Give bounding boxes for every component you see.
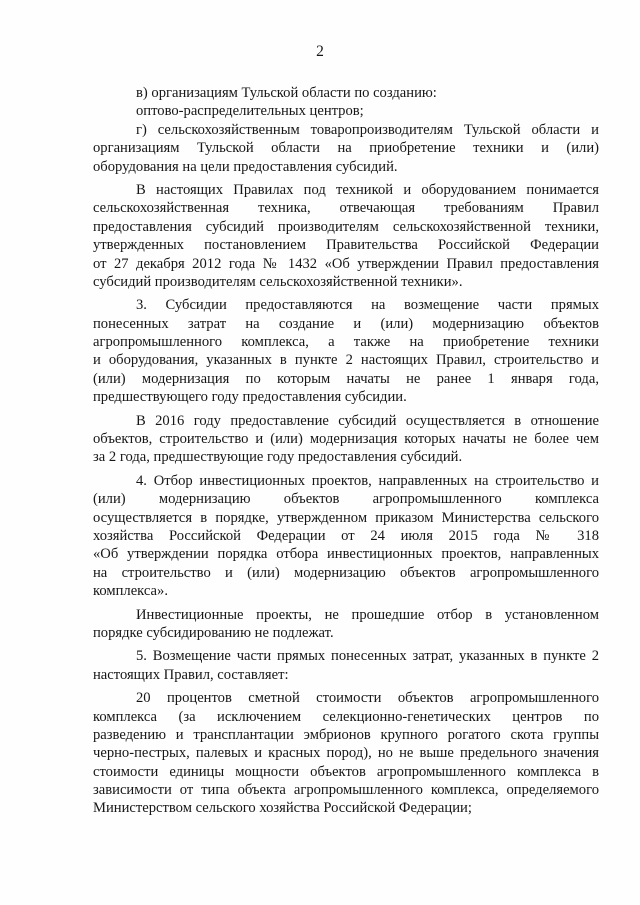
text-line: зависимости от типа объекта агропромышленного комплекса, определяемого: [93, 782, 599, 799]
document-body: [93, 84, 599, 818]
text-line: г) сельскохозяйственным товаропроизводителям Тульской области и: [136, 121, 599, 138]
paragraph: [93, 296, 599, 406]
paragraph: [93, 84, 599, 121]
text-line: 20 процентов сметной стоимости объектов агропромышленного: [136, 690, 599, 707]
text-line: «Об утверждении порядка отбора инвестиционных проектов, направленных: [93, 546, 599, 563]
text-line: хозяйства Российской Федерации от 24 июля 2015 года № 318: [93, 527, 599, 544]
paragraph: [93, 647, 599, 684]
paragraph: [93, 181, 599, 291]
paragraph: [93, 472, 599, 601]
page-number: 2: [316, 43, 324, 60]
text-line: сельскохозяйственная техника, отвечающая требованиям Правил: [93, 200, 599, 217]
text-line: (или) модернизация по которым начаты не ранее 1 января года,: [93, 370, 599, 387]
text-line: комплекса».: [93, 583, 168, 600]
text-line: 3. Субсидии предоставляются на возмещение части прямых: [136, 297, 599, 314]
text-line: 4. Отбор инвестиционных проектов, направленных на строительство и: [136, 472, 599, 489]
text-line: понесенных затрат на создание и (или) модернизацию объектов: [93, 315, 599, 332]
text-line: предоставления субсидий производителям сельскохозяйственной техники,: [93, 218, 599, 235]
text-line: организациям Тульской области на приобретение техники и (или): [93, 140, 599, 157]
text-line: предшествующего году предоставления субсидии.: [93, 389, 407, 406]
paragraph: [93, 412, 599, 467]
paragraph: [93, 606, 599, 643]
text-line: оборудования на цели предоставления субсидий.: [93, 158, 398, 175]
text-line: на строительство и (или) модернизацию объектов агропромышленного: [93, 564, 599, 581]
text-line: 5. Возмещение части прямых понесенных затрат, указанных в пункте 2: [136, 648, 599, 665]
text-line: Министерством сельского хозяйства Российской Федерации;: [93, 800, 472, 817]
text-line: утвержденных постановлением Правительства Российской Федерации: [93, 237, 599, 254]
paragraph: [93, 689, 599, 818]
text-line: (или) модернизацию объектов агропромышленного комплекса: [93, 491, 599, 508]
text-line: комплекса (за исключением селекционно-генетических центров по: [93, 708, 599, 725]
text-line: В настоящих Правилах под техникой и оборудованием понимается: [136, 181, 599, 198]
text-line: черно-пестрых, палевых и красных пород), но не выше предельного значения: [93, 745, 599, 762]
text-line: стоимости единицы мощности объектов агропромышленного комплекса в: [93, 763, 599, 780]
text-line: от 27 декабря 2012 года № 1432 «Об утверждении Правил предоставления: [93, 255, 599, 272]
text-line: и оборудования, указанных в пункте 2 настоящих Правил, строительство и: [93, 352, 599, 369]
paragraph: [93, 121, 599, 176]
text-line: субсидий производителям сельскохозяйственной техники».: [93, 273, 463, 290]
text-line: порядке субсидированию не подлежат.: [93, 624, 334, 641]
text-line: В 2016 году предоставление субсидий осуществляется в отношение: [136, 412, 599, 429]
text-line: объектов, строительство и (или) модернизация которых начаты не более чем: [93, 431, 599, 448]
text-line: Инвестиционные проекты, не прошедшие отбор в установленном: [136, 606, 599, 623]
text-line: разведению и трансплантации эмбрионов крупного рогатого скота группы: [93, 726, 599, 743]
text-line: настоящих Правил, составляет:: [93, 666, 289, 683]
text-line: в) организациям Тульской области по созданию:: [136, 85, 437, 101]
text-line: за 2 года, предшествующие году предоставления субсидий.: [93, 449, 463, 466]
text-line: осуществляется в порядке, утвержденном приказом Министерства сельского: [93, 509, 599, 526]
text-line: оптово-распределительных центров;: [136, 103, 364, 120]
text-line: агропромышленного комплекса, а также на приобретение техники: [93, 334, 599, 351]
